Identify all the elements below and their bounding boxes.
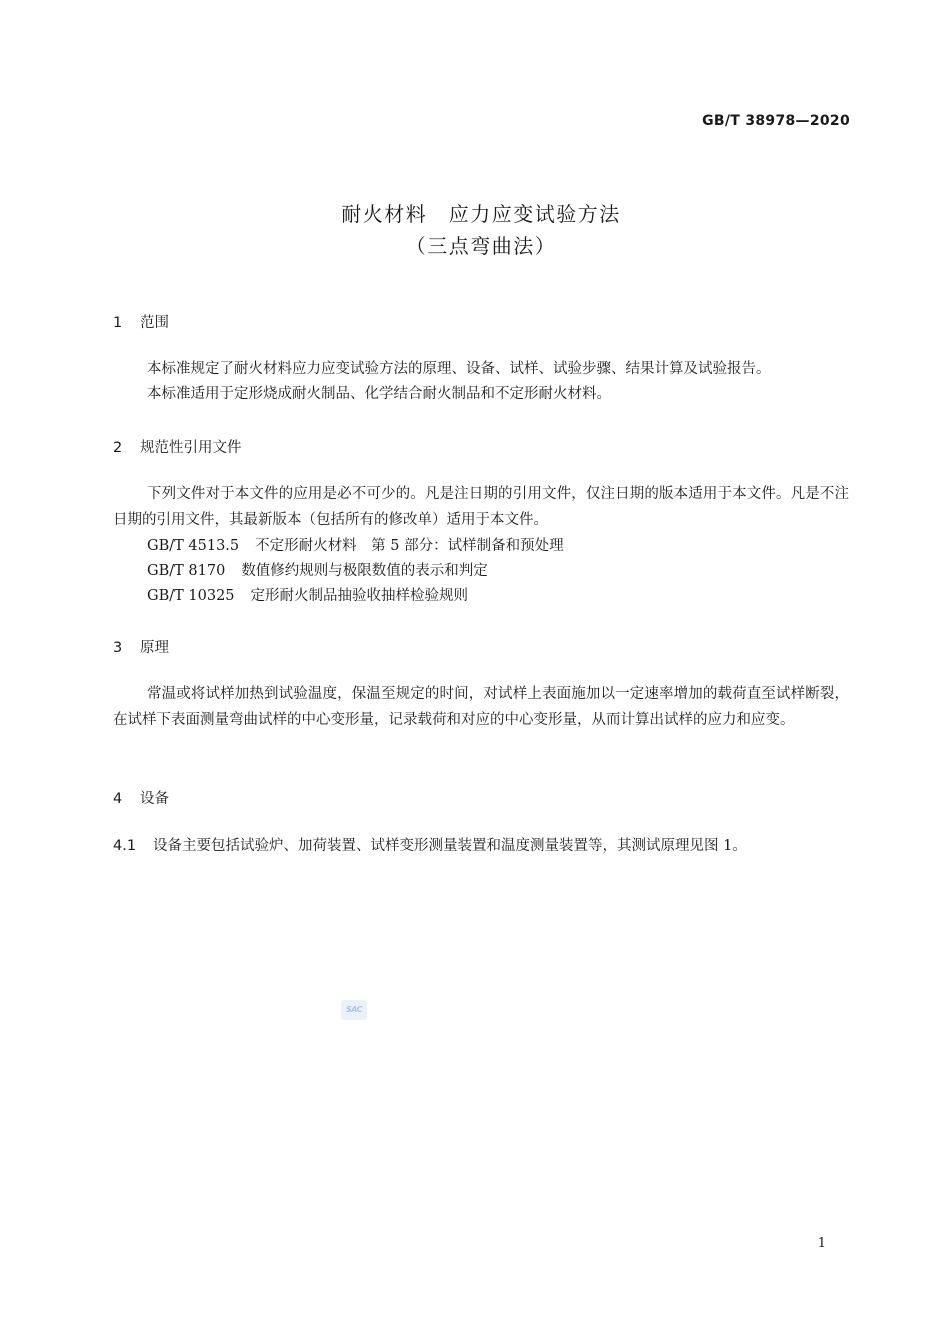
section-title: 设备 bbox=[140, 791, 169, 807]
reference-item bbox=[147, 559, 488, 580]
document-title: 耐火材料 应力应变试验方法 bbox=[341, 202, 621, 226]
section-number: 4 bbox=[113, 791, 123, 807]
clause-text: 设备主要包括试验炉、加荷装置、试样变形测量装置和温度测量装置等，其测试原理见图 1。 bbox=[153, 838, 747, 854]
scope-paragraph: 本标准适用于定形烧成耐火制品、化学结合耐火制品和不定形耐火材料。 bbox=[147, 386, 611, 402]
reference-title: 不定形耐火材料 第 5 部分：试样制备和预处理 bbox=[255, 538, 564, 554]
section-title: 规范性引用文件 bbox=[140, 440, 242, 456]
section-2-heading bbox=[113, 436, 242, 457]
reference-code: GB/T 4513.5 bbox=[147, 538, 240, 554]
section-number: 1 bbox=[113, 315, 123, 331]
section-1-heading bbox=[113, 311, 169, 332]
document-subtitle: （三点弯曲法） bbox=[405, 234, 557, 258]
section-number: 2 bbox=[113, 440, 123, 456]
section-number: 3 bbox=[113, 640, 123, 656]
reference-code: GB/T 10325 bbox=[147, 588, 235, 604]
reference-title: 数值修约规则与极限数值的表示和判定 bbox=[241, 563, 488, 579]
section-title: 原理 bbox=[140, 640, 169, 656]
scope-paragraph: 本标准规定了耐火材料应力应变试验方法的原理、设备、试样、试验步骤、结果计算及试验报告。 bbox=[147, 361, 771, 377]
section-4-heading bbox=[113, 787, 169, 808]
clause-4-1 bbox=[113, 834, 747, 855]
standard-number: GB/T 38978—2020 bbox=[702, 113, 850, 129]
reference-code: GB/T 8170 bbox=[147, 563, 226, 579]
references-intro: 下列文件对于本文件的应用是必不可少的。凡是注日期的引用文件，仅注日期的版本适用于本文件。凡是不注日期的引用文件，其最新版本（包括所有的修改单）适用于本文件。 bbox=[113, 486, 849, 528]
section-3-heading bbox=[113, 636, 169, 657]
section-title: 范围 bbox=[140, 315, 169, 331]
reference-title: 定形耐火制品抽验收抽样检验规则 bbox=[250, 588, 469, 604]
reference-item bbox=[147, 584, 468, 605]
sac-watermark: SAC bbox=[341, 1000, 367, 1020]
principle-paragraph: 常温或将试样加热到试验温度，保温至规定的时间，对试样上表面施加以一定速率增加的载荷直至试样断裂，在试样下表面测量弯曲试样的中心变形量，记录载荷和对应的中心变形量，从而计算出试样的应力和应变。 bbox=[113, 686, 849, 728]
page-number: 1 bbox=[817, 1236, 826, 1251]
reference-item bbox=[147, 534, 564, 555]
clause-number: 4.1 bbox=[113, 838, 137, 854]
